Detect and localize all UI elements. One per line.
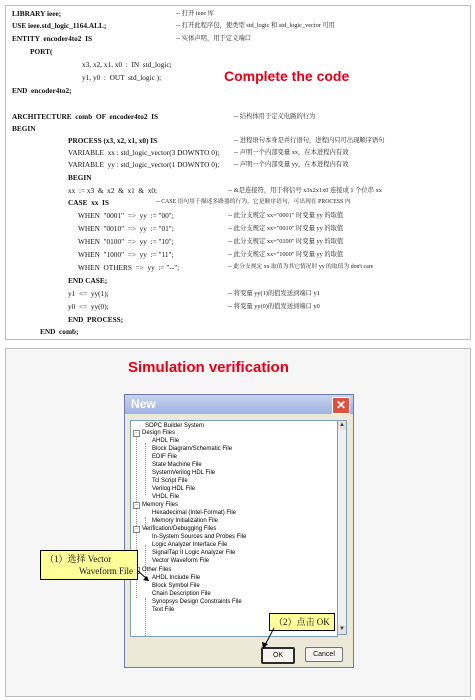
code-line-inputs: x3, x2, x1, x0 : IN std_logic;: [82, 60, 172, 69]
comment-when-1000: -- 此分支规定 xx="1000" 时变量 yy 的取值: [228, 251, 344, 258]
comment-y0: -- 将变量 yy(0)的值发送到端口 y0: [228, 303, 320, 310]
code-line-when-0010: WHEN "0010" => yy := "01";: [78, 224, 174, 233]
list-item-block-symbol[interactable]: Block Symbol File: [152, 583, 200, 589]
list-item-ahdl[interactable]: AHDL File: [152, 438, 180, 444]
code-line-end-process: END PROCESS;: [68, 315, 124, 324]
code-line-var-xx: VARIABLE xx : std_logic_vector(3 DOWNTO 0);: [68, 148, 220, 157]
code-line-begin: BEGIN: [12, 124, 36, 133]
collapse-icon[interactable]: −: [133, 526, 140, 533]
code-line-entity: ENTITY encoder4to2 IS: [12, 34, 92, 43]
code-line-y1: y1 <= yy(1);: [68, 289, 109, 298]
list-item-memory-files[interactable]: Memory Files: [142, 502, 179, 508]
callout-left-line1: （1）选择 Vector: [45, 554, 112, 564]
dialog-title: New: [131, 397, 156, 411]
callout-arrows: [6, 349, 470, 696]
list-item-signaltap[interactable]: SignalTap II Logic Analyzer File: [152, 550, 236, 556]
list-item-vhdl[interactable]: VHDL File: [152, 494, 180, 500]
comment-entity: -- 实体声明，用于定义端口: [176, 35, 252, 42]
code-line-use: USE ieee.std_logic_1164.ALL;: [12, 21, 107, 30]
code-line-y0: y0 <= yy(0);: [68, 302, 109, 311]
list-item-design-files[interactable]: Design Files: [142, 430, 176, 436]
code-line-outputs: y1, y0 : OUT std_logic );: [82, 73, 162, 82]
comment-process: -- 进程语句本身是并行语句，进程内只可出现顺序语句: [234, 137, 385, 144]
simulation-panel: [5, 348, 471, 697]
list-item-logic-analyzer[interactable]: Logic Analyzer Interface File: [152, 542, 228, 548]
scroll-up-icon[interactable]: ▲: [339, 422, 345, 428]
simulation-heading: Simulation verification: [128, 359, 289, 376]
ok-button[interactable]: OK: [261, 647, 295, 664]
code-line-end-comb: END comb;: [40, 327, 79, 336]
collapse-icon[interactable]: −: [133, 430, 140, 437]
list-item-insystem[interactable]: In-System Sources and Probes File: [152, 534, 247, 540]
list-item-synopsys[interactable]: Synopsys Design Constraints File: [152, 599, 242, 605]
list-item-state-machine[interactable]: State Machine File: [152, 462, 202, 468]
comment-when-0001: -- 此分支规定 xx="0001" 时变量 yy 的取值: [228, 212, 344, 219]
code-line-concat: xx := x3 & x2 & x1 & x0;: [68, 186, 158, 195]
scroll-down-icon[interactable]: ▼: [339, 626, 345, 632]
code-line-when-0100: WHEN "0100" => yy := "10";: [78, 237, 174, 246]
list-item-mif[interactable]: Memory Initialization File: [152, 518, 219, 524]
code-line-case: CASE xx IS: [68, 198, 109, 207]
code-line-begin-process: BEGIN: [68, 173, 92, 182]
comment-var-xx: -- 声明一个内部变量 xx，在本进程内有效: [234, 149, 349, 156]
code-line-end-entity: END encoder4to2;: [12, 86, 72, 95]
code-line-architecture: ARCHITECTURE comb OF encoder4to2 IS: [12, 112, 159, 121]
comment-when-0010: -- 此分支规定 xx="0010" 时变量 yy 的取值: [228, 225, 344, 232]
list-item-hex[interactable]: Hexadecimal (Intel-Format) File: [152, 510, 237, 516]
list-item-ahdl-include[interactable]: AHDL Include File: [152, 575, 201, 581]
comment-ieee: -- 打开 ieee 库: [176, 10, 214, 17]
arrow-head-ok: [262, 642, 268, 649]
code-line-when-others: WHEN OTHERS => yy := "--";: [78, 263, 180, 272]
callout-click-ok: （2）点击 OK: [269, 613, 335, 631]
collapse-icon[interactable]: −: [133, 502, 140, 509]
code-panel: [5, 5, 471, 340]
comment-when-0100: -- 此分支规定 xx="0100" 时变量 yy 的取值: [228, 238, 344, 245]
cancel-button[interactable]: Cancel: [305, 647, 343, 662]
list-item-verification[interactable]: Verification/Debugging Files: [142, 526, 217, 532]
comment-y1: -- 将变量 yy(1)的值发送到端口 y1: [228, 290, 320, 297]
list-item-text[interactable]: Text File: [152, 607, 175, 613]
comment-when-others: -- 此分支规定 xx 取值为其它情况时 yy 的取值为 don't care: [228, 264, 374, 270]
comment-concat: -- &是连接符，用于将信号 x3x2x1x0 连接成 1 个位串 xx: [228, 187, 382, 194]
list-item-sopc[interactable]: SOPC Builder System: [145, 423, 205, 429]
code-line-var-yy: VARIABLE yy : std_logic_vector(1 DOWNTO 0);: [68, 160, 220, 169]
comment-package: -- 打开此程序包，使类型 std_logic 和 std_logic_vector 可用: [176, 22, 335, 29]
list-item-tcl[interactable]: Tcl Script File: [152, 478, 188, 484]
list-item-chain[interactable]: Chain Description File: [152, 591, 211, 597]
code-line-end-case: END CASE;: [68, 276, 108, 285]
code-line-when-0001: WHEN "0001" => yy := "00";: [78, 211, 174, 220]
list-item-verilog[interactable]: Verilog HDL File: [152, 486, 196, 492]
close-icon[interactable]: ✕: [332, 397, 350, 414]
comment-var-yy: -- 声明一个内部变量 yy，在本进程内有效: [234, 161, 349, 168]
arrow-to-ok: [265, 628, 274, 645]
list-item-other-files[interactable]: Other Files: [142, 567, 172, 573]
code-line-library: LIBRARY ieee;: [12, 9, 62, 18]
callout-left-line2: Waveform File: [78, 566, 133, 576]
list-item-block-diagram[interactable]: Block Diagram/Schematic File: [152, 446, 233, 452]
list-item-systemverilog[interactable]: SystemVerilog HDL File: [152, 470, 216, 476]
code-line-when-1000: WHEN "1000" => yy := "11";: [78, 250, 174, 259]
code-line-process: PROCESS (x3, x2, x1, x0) IS: [68, 136, 158, 145]
list-item-edif[interactable]: EDIF File: [152, 454, 178, 460]
code-heading: Complete the code: [224, 68, 350, 84]
code-line-port: PORT(: [30, 47, 53, 56]
comment-architecture: -- 结构体用于定义电路的行为: [234, 113, 316, 120]
comment-case: -- CASE 语句用于描述多路器的行为，它是顺序语句，可出现在 PROCESS 内: [156, 199, 351, 205]
list-item-vector-waveform[interactable]: Vector Waveform File: [152, 558, 210, 564]
